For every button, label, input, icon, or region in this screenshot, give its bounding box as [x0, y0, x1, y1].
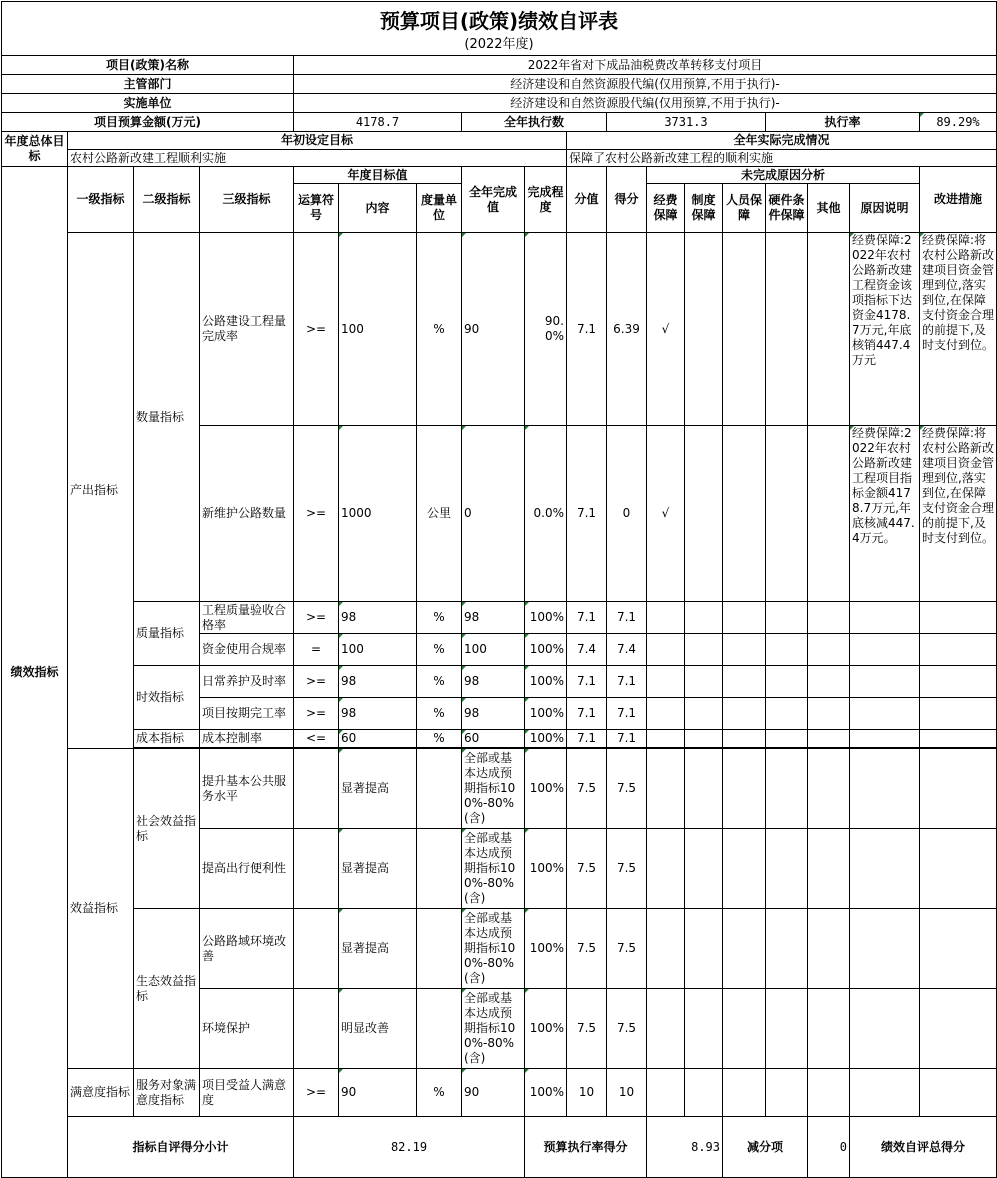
empty-cell [723, 829, 766, 909]
empty-cell [850, 1069, 920, 1117]
indicator-name: 日常养护及时率 [200, 666, 294, 698]
empty-cell [808, 426, 850, 602]
indicator-degree: 0.0% [525, 426, 567, 602]
indicator-unit: 公里 [417, 426, 462, 602]
exec-label: 全年执行数 [462, 113, 607, 132]
col-improve: 改进措施 [920, 167, 997, 233]
group-service: 服务对象满意度指标 [134, 1069, 200, 1117]
empty-cell [850, 749, 920, 829]
empty-cell [647, 698, 685, 730]
empty-cell [647, 602, 685, 634]
page-subtitle: (2022年度) [2, 36, 997, 56]
empty-cell [766, 730, 808, 748]
indicator-score: 7.5 [607, 749, 647, 829]
empty-cell [920, 634, 997, 666]
empty-cell [766, 666, 808, 698]
indicator-score: 7.5 [607, 909, 647, 989]
table-row [2, 666, 997, 698]
indicator-degree: 100% [525, 730, 567, 748]
empty-cell [808, 666, 850, 698]
indicator-val: 10 [567, 1069, 607, 1117]
total-label: 绩效自评总得分 [850, 1117, 997, 1178]
empty-cell [647, 749, 685, 829]
group-cost: 成本指标 [134, 730, 200, 748]
indicator-score: 7.5 [607, 989, 647, 1069]
budget-score-label: 预算执行率得分 [525, 1117, 647, 1178]
col-target: 年度目标值 [294, 167, 462, 184]
indicator-content: 显著提高 [339, 829, 417, 909]
empty-cell [920, 989, 997, 1069]
deduct-value: 0 [808, 1117, 850, 1178]
col-r5: 其他 [808, 184, 850, 233]
empty-cell [647, 634, 685, 666]
indicator-score: 7.5 [607, 829, 647, 909]
empty-cell [920, 602, 997, 634]
empty-cell [808, 749, 850, 829]
empty-cell [723, 233, 766, 426]
indicator-degree: 100% [525, 634, 567, 666]
indicator-done: 全部或基本达成预期指标100%-80%(含) [462, 989, 525, 1069]
indicator-op: >= [294, 666, 339, 698]
dept-label: 主管部门 [2, 75, 294, 94]
empty-cell [920, 909, 997, 989]
impl-label: 实施单位 [2, 94, 294, 113]
deduct-label: 减分项 [723, 1117, 808, 1178]
empty-cell [766, 233, 808, 426]
indicator-content: 1000 [339, 426, 417, 602]
dept-value: 经济建设和自然资源股代编(仅用预算,不用于执行)- [294, 75, 997, 94]
reason-text: 经费保障:2022年农村公路新改建工程项目指标金额4178.7万元,年底核减447.4万元。 [850, 426, 920, 602]
rate-value: 89.29% [920, 113, 997, 132]
rate-label: 执行率 [766, 113, 920, 132]
empty-cell [850, 666, 920, 698]
indicator-op: >= [294, 698, 339, 730]
indicator-done: 90 [462, 1069, 525, 1117]
subtotal-value: 82.19 [294, 1117, 525, 1178]
indicator-val: 7.5 [567, 909, 607, 989]
empty-cell [850, 730, 920, 748]
indicator-content: 100 [339, 634, 417, 666]
reason-text: 经费保障:2022年农村公路新改建工程资金该项指标下达资金4178.7万元,年底核销447.4万元 [850, 233, 920, 426]
empty-cell [685, 829, 723, 909]
indicator-val: 7.1 [567, 233, 607, 426]
empty-cell [685, 233, 723, 426]
col-lvl1: 一级指标 [68, 167, 134, 233]
budget-value: 4178.7 [294, 113, 462, 132]
empty-cell [647, 909, 685, 989]
indicator-done: 全部或基本达成预期指标100%-80%(含) [462, 829, 525, 909]
empty-cell [808, 829, 850, 909]
empty-cell [685, 698, 723, 730]
indicator-content: 明显改善 [339, 989, 417, 1069]
project-name: 2022年省对下成品油税费改革转移支付项目 [294, 56, 997, 75]
indicator-unit: % [417, 602, 462, 634]
subtotal-label: 指标自评得分小计 [68, 1117, 294, 1178]
empty-cell [850, 602, 920, 634]
indicator-name: 项目按期完工率 [200, 698, 294, 730]
indicator-done: 全部或基本达成预期指标100%-80%(含) [462, 749, 525, 829]
empty-cell [723, 909, 766, 989]
empty-cell [808, 730, 850, 748]
indicator-content: 98 [339, 698, 417, 730]
exec-value: 3731.3 [607, 113, 766, 132]
indicator-unit [417, 909, 462, 989]
indicator-val: 7.5 [567, 989, 607, 1069]
empty-cell [808, 989, 850, 1069]
budget-score-value: 8.93 [647, 1117, 723, 1178]
indicator-unit: % [417, 666, 462, 698]
initial-goal-label: 年初设定目标 [68, 132, 567, 150]
indicator-score: 7.1 [607, 698, 647, 730]
empty-cell [723, 602, 766, 634]
improve-text: 经费保障:将农村公路新改建项目资金管理到位,落实到位,在保障支付资金合理的前提下,及时支付到位。 [920, 426, 997, 602]
indicator-done: 90 [462, 233, 525, 426]
indicator-done: 0 [462, 426, 525, 602]
self-evaluation-table [1, 1, 997, 1178]
empty-cell [685, 666, 723, 698]
reason-mark: √ [647, 233, 685, 426]
group-timeliness: 时效指标 [134, 666, 200, 730]
indicator-score: 7.1 [607, 666, 647, 698]
page-title: 预算项目(政策)绩效自评表 [2, 2, 997, 36]
empty-cell [808, 698, 850, 730]
group-satisfaction: 满意度指标 [68, 1069, 134, 1117]
empty-cell [685, 909, 723, 989]
indicator-unit: % [417, 1069, 462, 1117]
empty-cell [766, 426, 808, 602]
reason-mark: √ [647, 426, 685, 602]
col-r3: 人员保障 [723, 184, 766, 233]
indicator-op: >= [294, 233, 339, 426]
col-unit: 度量单位 [417, 184, 462, 233]
indicator-name: 提升基本公共服务水平 [200, 749, 294, 829]
empty-cell [850, 698, 920, 730]
col-reason-analysis: 未完成原因分析 [647, 167, 920, 184]
empty-cell [647, 989, 685, 1069]
empty-cell [685, 1069, 723, 1117]
empty-cell [685, 730, 723, 748]
indicator-content: 60 [339, 730, 417, 748]
empty-cell [766, 829, 808, 909]
empty-cell [685, 426, 723, 602]
empty-cell [723, 1069, 766, 1117]
table-row [2, 909, 997, 989]
empty-cell [723, 426, 766, 602]
indicator-op: >= [294, 1069, 339, 1117]
indicator-content: 98 [339, 602, 417, 634]
table-row [2, 749, 997, 829]
empty-cell [920, 730, 997, 748]
indicator-done: 98 [462, 666, 525, 698]
improve-text: 经费保障:将农村公路新改建项目资金管理到位,落实到位,在保障支付资金合理的前提下,及时支付到位。 [920, 233, 997, 426]
indicator-content: 显著提高 [339, 909, 417, 989]
indicator-score: 10 [607, 1069, 647, 1117]
indicator-op [294, 909, 339, 989]
empty-cell [920, 1069, 997, 1117]
empty-cell [920, 749, 997, 829]
indicator-val: 7.5 [567, 829, 607, 909]
indicator-content: 90 [339, 1069, 417, 1117]
group-quantity: 数量指标 [134, 233, 200, 602]
table-row [2, 602, 997, 634]
indicator-op: <= [294, 730, 339, 748]
empty-cell [723, 749, 766, 829]
empty-cell [850, 829, 920, 909]
indicator-content: 100 [339, 233, 417, 426]
indicator-unit: % [417, 634, 462, 666]
table-row [2, 233, 997, 426]
empty-cell [723, 730, 766, 748]
indicator-unit [417, 829, 462, 909]
indicator-degree: 100% [525, 666, 567, 698]
indicator-content: 98 [339, 666, 417, 698]
empty-cell [766, 602, 808, 634]
indicator-name: 资金使用合规率 [200, 634, 294, 666]
empty-cell [723, 698, 766, 730]
empty-cell [723, 666, 766, 698]
empty-cell [723, 989, 766, 1069]
indicator-op: >= [294, 602, 339, 634]
empty-cell [647, 829, 685, 909]
indicator-name: 成本控制率 [200, 730, 294, 748]
indicator-op [294, 989, 339, 1069]
empty-cell [920, 829, 997, 909]
indicator-score: 0 [607, 426, 647, 602]
indicator-name: 提高出行便利性 [200, 829, 294, 909]
indicator-score: 7.1 [607, 602, 647, 634]
annual-goal-label: 年度总体目标 [2, 132, 68, 167]
indicator-name: 公路路域环境改善 [200, 909, 294, 989]
col-r1: 经费保障 [647, 184, 685, 233]
col-done: 全年完成值 [462, 167, 525, 233]
indicator-done: 全部或基本达成预期指标100%-80%(含) [462, 909, 525, 989]
col-degree: 完成程度 [525, 167, 567, 233]
empty-cell [685, 989, 723, 1069]
group-quality: 质量指标 [134, 602, 200, 666]
indicator-name: 工程质量验收合格率 [200, 602, 294, 634]
indicator-degree: 100% [525, 1069, 567, 1117]
indicator-val: 7.1 [567, 602, 607, 634]
indicator-score: 7.1 [607, 730, 647, 748]
col-r6: 原因说明 [850, 184, 920, 233]
indicator-name: 新维护公路数量 [200, 426, 294, 602]
col-score: 得分 [607, 167, 647, 233]
group-benefit: 效益指标 [68, 749, 134, 1069]
empty-cell [766, 749, 808, 829]
empty-cell [685, 602, 723, 634]
indicator-val: 7.1 [567, 730, 607, 748]
initial-goal: 农村公路新改建工程顺利实施 [68, 150, 567, 167]
empty-cell [808, 909, 850, 989]
indicator-score: 6.39 [607, 233, 647, 426]
indicator-done: 98 [462, 698, 525, 730]
col-r4: 硬件条件保障 [766, 184, 808, 233]
empty-cell [647, 666, 685, 698]
actual-goal: 保障了农村公路新改建工程的顺利实施 [567, 150, 997, 167]
group-output: 产出指标 [68, 233, 134, 749]
budget-label: 项目预算金额(万元) [2, 113, 294, 132]
col-score-val: 分值 [567, 167, 607, 233]
indicator-name: 公路建设工程量完成率 [200, 233, 294, 426]
indicator-val: 7.4 [567, 634, 607, 666]
indicator-degree: 100% [525, 698, 567, 730]
indicator-unit: % [417, 698, 462, 730]
project-name-label: 项目(政策)名称 [2, 56, 294, 75]
actual-goal-label: 全年实际完成情况 [567, 132, 997, 150]
indicator-val: 7.1 [567, 666, 607, 698]
empty-cell [850, 634, 920, 666]
indicator-score: 7.4 [607, 634, 647, 666]
indicator-degree: 100% [525, 909, 567, 989]
indicator-done: 100 [462, 634, 525, 666]
empty-cell [808, 602, 850, 634]
table-row [2, 730, 997, 748]
indicator-op: = [294, 634, 339, 666]
empty-cell [766, 634, 808, 666]
impl-value: 经济建设和自然资源股代编(仅用预算,不用于执行)- [294, 94, 997, 113]
empty-cell [723, 634, 766, 666]
indicator-val: 7.5 [567, 749, 607, 829]
col-lvl3: 三级指标 [200, 167, 294, 233]
indicator-op [294, 749, 339, 829]
empty-cell [850, 909, 920, 989]
empty-cell [647, 730, 685, 748]
indicator-content: 显著提高 [339, 749, 417, 829]
empty-cell [808, 233, 850, 426]
indicator-done: 98 [462, 602, 525, 634]
col-content: 内容 [339, 184, 417, 233]
indicator-val: 7.1 [567, 698, 607, 730]
indicator-unit [417, 749, 462, 829]
indicator-name: 环境保护 [200, 989, 294, 1069]
empty-cell [685, 634, 723, 666]
indicator-name: 项目受益人满意度 [200, 1069, 294, 1117]
empty-cell [850, 989, 920, 1069]
col-op: 运算符号 [294, 184, 339, 233]
empty-cell [766, 909, 808, 989]
col-r2: 制度保障 [685, 184, 723, 233]
empty-cell [920, 666, 997, 698]
indicator-degree: 90.0% [525, 233, 567, 426]
group-eco: 生态效益指标 [134, 909, 200, 1069]
table-row [2, 1069, 997, 1117]
col-lvl2: 二级指标 [134, 167, 200, 233]
empty-cell [808, 1069, 850, 1117]
empty-cell [766, 698, 808, 730]
empty-cell [766, 1069, 808, 1117]
perf-indicator-label: 绩效指标 [2, 167, 68, 1178]
empty-cell [808, 634, 850, 666]
indicator-val: 7.1 [567, 426, 607, 602]
indicator-degree: 100% [525, 749, 567, 829]
indicator-degree: 100% [525, 989, 567, 1069]
indicator-degree: 100% [525, 602, 567, 634]
indicator-unit [417, 989, 462, 1069]
empty-cell [920, 698, 997, 730]
empty-cell [647, 1069, 685, 1117]
indicator-op: >= [294, 426, 339, 602]
indicator-unit: % [417, 730, 462, 748]
indicator-op [294, 829, 339, 909]
empty-cell [766, 989, 808, 1069]
empty-cell [685, 749, 723, 829]
indicator-degree: 100% [525, 829, 567, 909]
indicator-unit: % [417, 233, 462, 426]
group-social: 社会效益指标 [134, 749, 200, 909]
indicator-done: 60 [462, 730, 525, 748]
